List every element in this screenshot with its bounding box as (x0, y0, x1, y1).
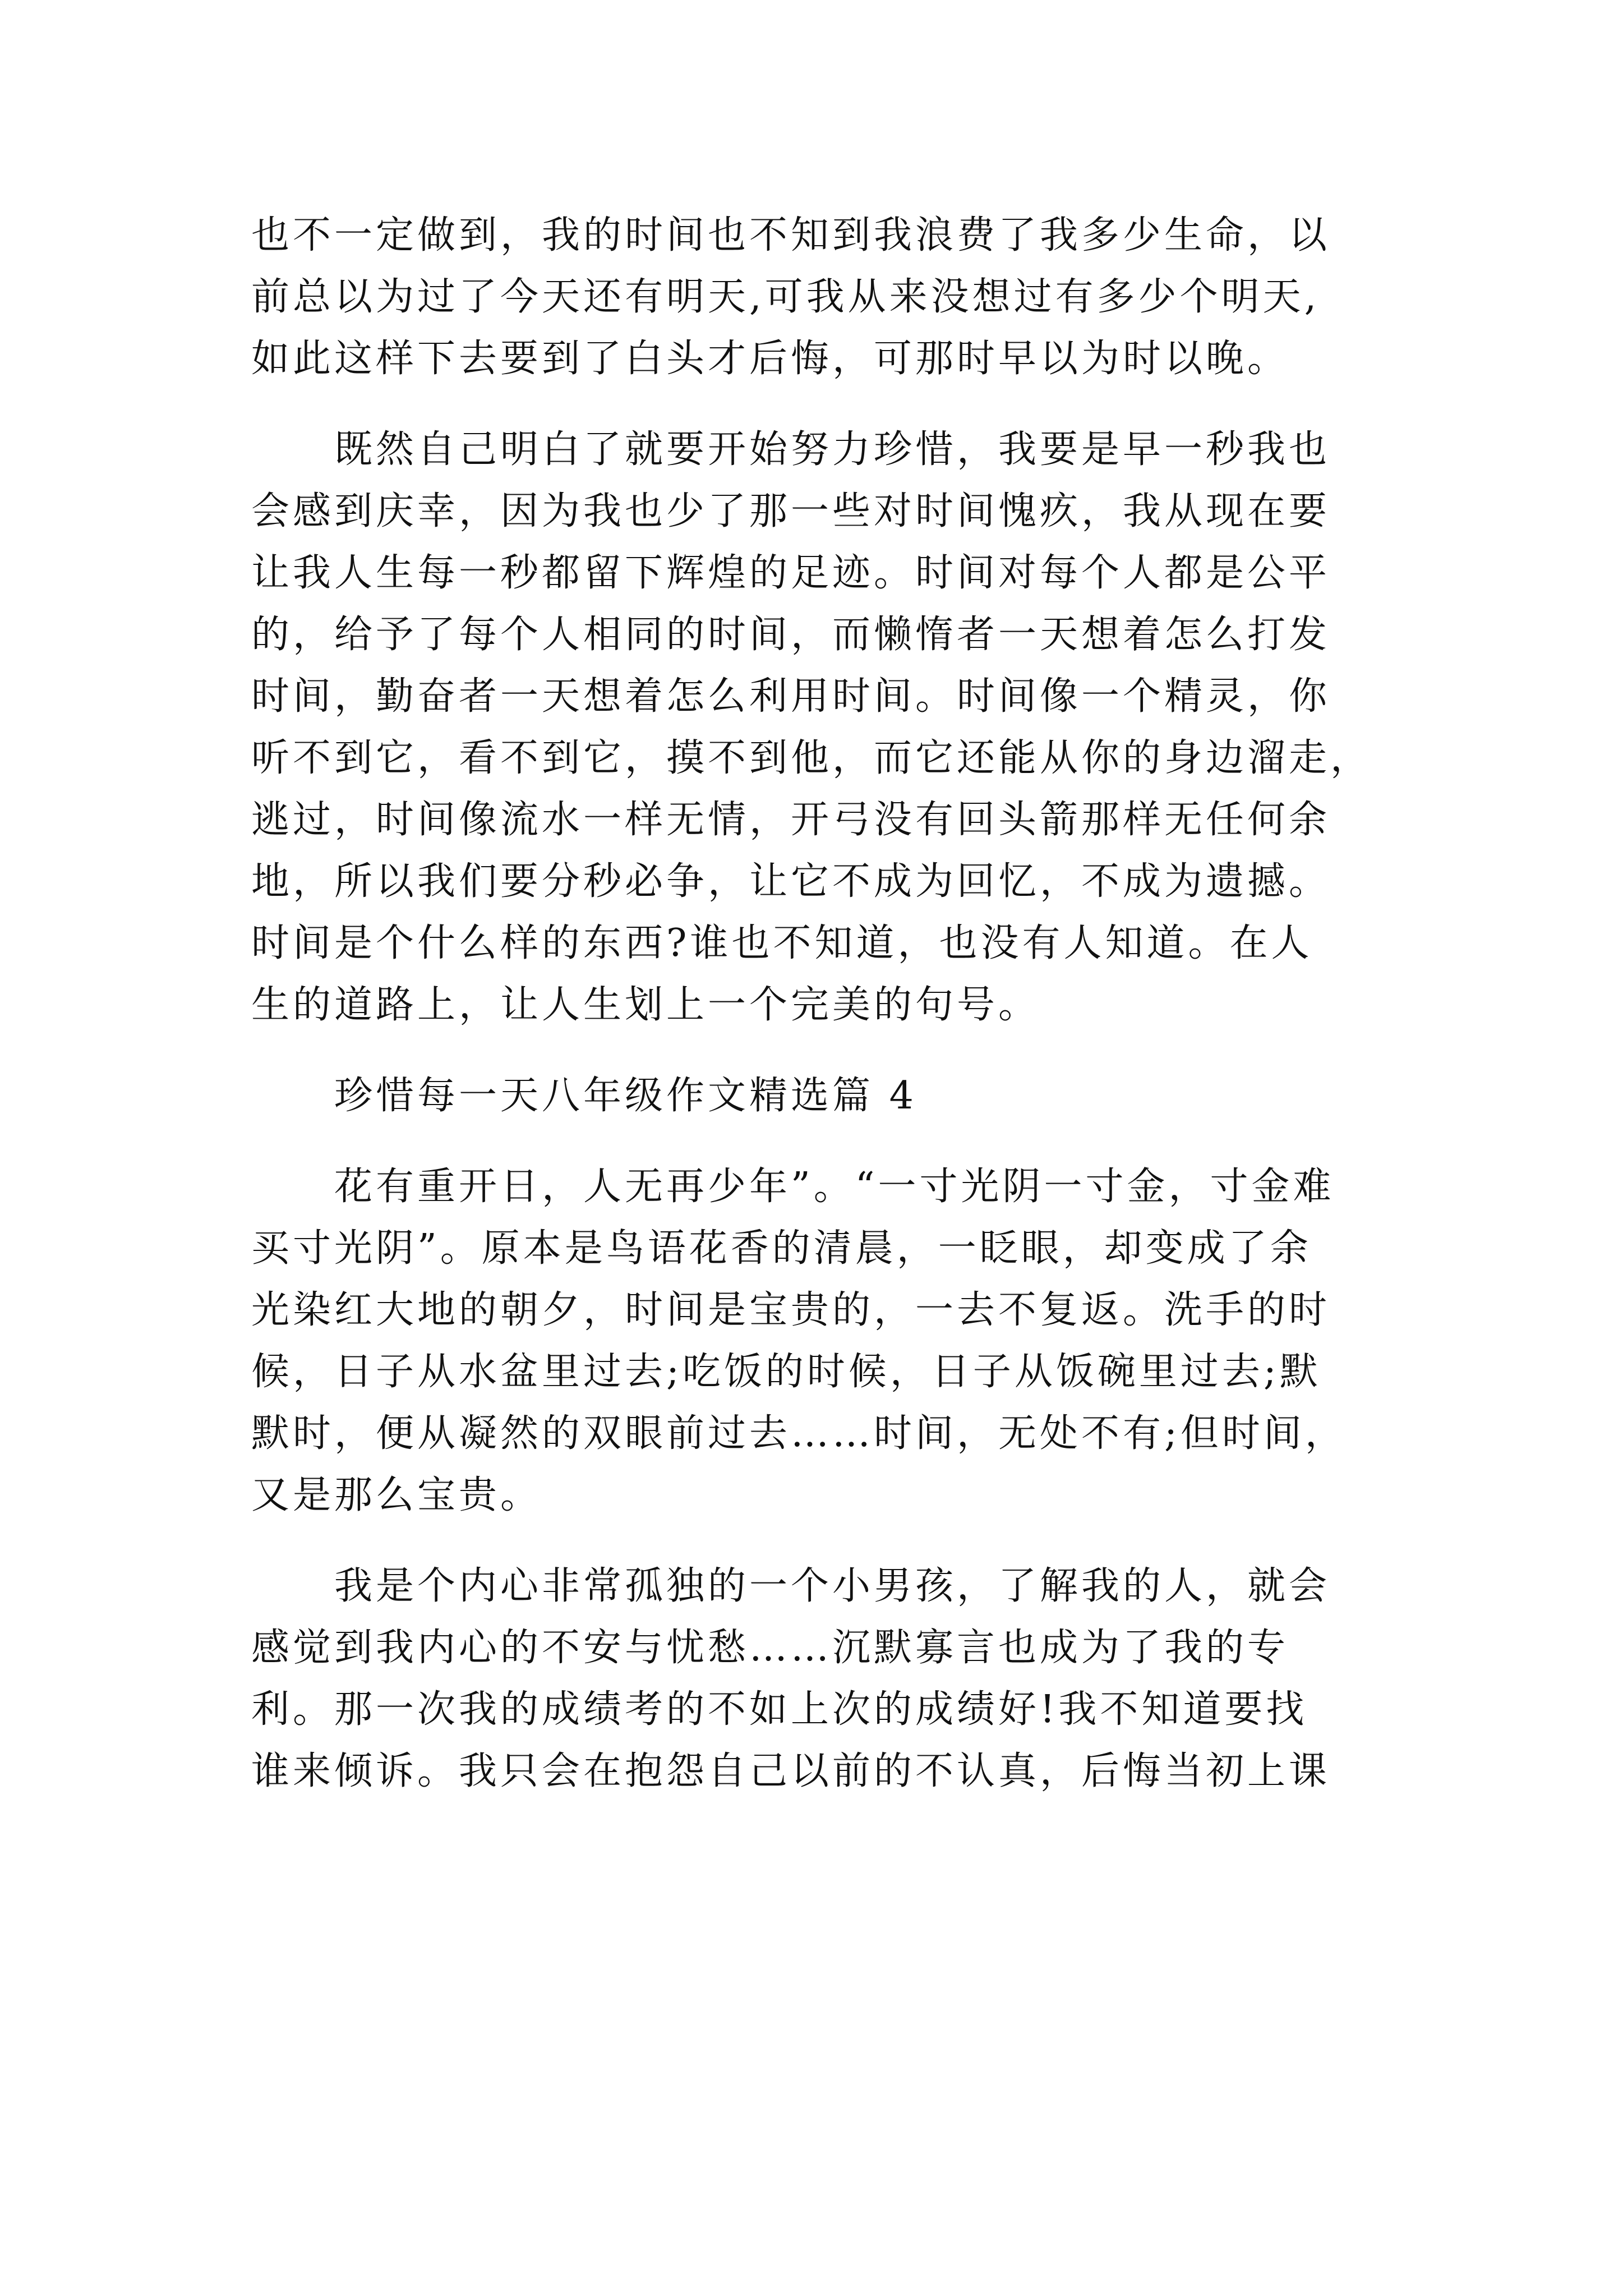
text-line: 生的道路上，让人生划上一个完美的句号。 (251, 983, 1040, 1027)
text-line: 时间是个什么样的东西?谁也不知道，也没有人知道。在人 (251, 921, 1313, 965)
text-line: 既然自己明白了就要开始努力珍惜，我要是早一秒我也 (334, 427, 1331, 472)
body-text (251, 205, 1440, 1802)
text-line: 地，所以我们要分秒必争，让它不成为回忆，不成为遗撼。 (251, 859, 1331, 904)
text-line: 感觉到我内心的不安与忧愁……沉默寡言也成为了我的专 (251, 1626, 1289, 1670)
text-line: 听不到它，看不到它，摸不到他，而它还能从你的身边溜走， (251, 736, 1372, 780)
text-line: 利。那一次我的成绩考的不如上次的成绩好!我不知道要找 (251, 1687, 1308, 1732)
text-line: 光染红大地的朝夕，时间是宝贵的，一去不复返。洗手的时 (251, 1288, 1331, 1332)
text-line: 珍惜每一天八年级作文精选篇 4 (334, 1074, 917, 1118)
text-line: 逃过，时间像流水一样无情，开弓没有回头箭那样无任何余 (251, 798, 1331, 842)
text-line: 候，日子从水盆里过去;吃饭的时候，日子从饭碗里过去;默 (251, 1350, 1321, 1394)
text-line: 又是那么宝贵。 (251, 1473, 542, 1517)
text-line: 会感到庆幸，因为我也少了那一些对时间愧疚，我从现在要 (251, 489, 1331, 533)
text-line: 时间，勤奋者一天想着怎么利用时间。时间像一个精灵，你 (251, 674, 1331, 719)
text-line: 默时，便从凝然的双眼前过去……时间，无处不有;但时间， (251, 1411, 1347, 1456)
text-line: 谁来倾诉。我只会在抱怨自己以前的不认真，后悔当初上课 (251, 1749, 1331, 1793)
text-line: 我是个内心非常孤独的一个小男孩，了解我的人，就会 (334, 1564, 1331, 1608)
text-line: 如此这样下去要到了白头才后悔，可那时早以为时以晚。 (251, 337, 1289, 381)
text-line: 的，给予了每个人相同的时间，而懒惰者一天想着怎么打发 (251, 613, 1331, 657)
text-line: 也不一定做到，我的时间也不知到我浪费了我多少生命，以 (251, 213, 1331, 257)
text-line: 让我人生每一秒都留下辉煌的足迹。时间对每个人都是公平 (251, 551, 1331, 595)
text-line: 前总以为过了今天还有明天,可我从来没想过有多少个明天, (251, 275, 1320, 319)
text-line: 买寸光阴”。原本是鸟语花香的清晨，一眨眼，却变成了余 (251, 1226, 1312, 1271)
text-line: 花有重开日，人无再少年”。“一寸光阴一寸金，寸金难 (334, 1165, 1335, 1209)
